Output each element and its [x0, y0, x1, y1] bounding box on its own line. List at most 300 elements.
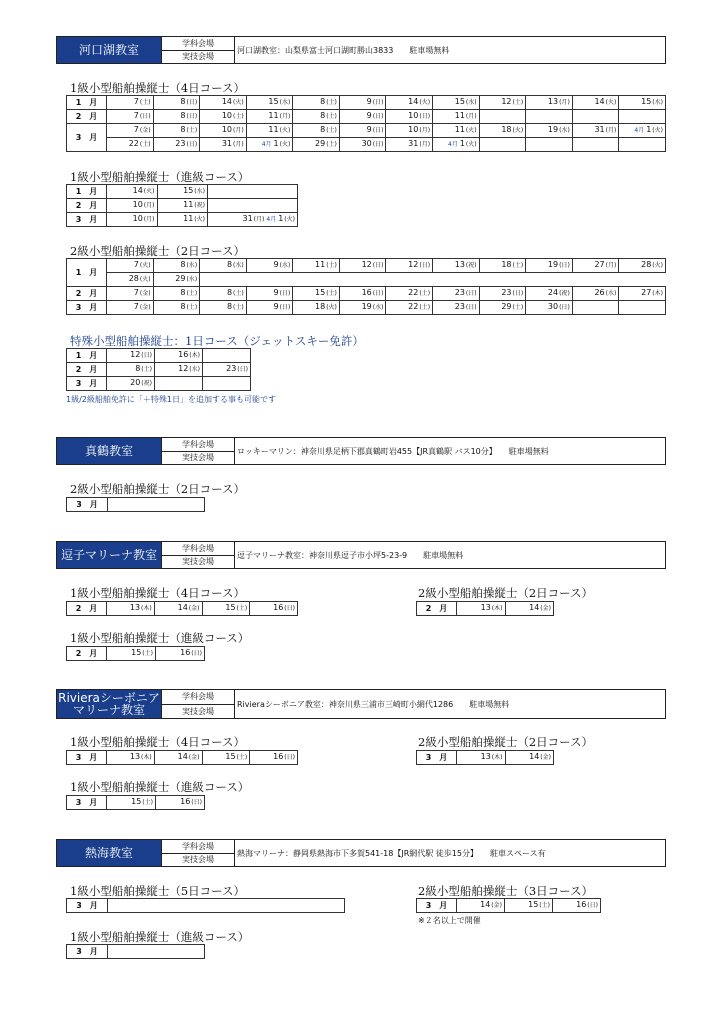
date-day: 29	[175, 274, 186, 283]
date-cell: 23(日)	[433, 287, 480, 301]
table-row	[67, 602, 298, 616]
date-day: 12	[130, 350, 141, 359]
date-day: 10	[132, 200, 143, 209]
date-day: 18	[501, 260, 512, 269]
course-title: 2級小型船舶操縦士（2日コース）	[418, 735, 594, 749]
course-title: 1級小型船舶操縦士（進級コース）	[70, 170, 250, 184]
date-day: 14	[132, 186, 143, 195]
table-row	[67, 349, 251, 363]
table-row	[67, 259, 666, 273]
date-day: 30	[361, 139, 372, 148]
date-cell: 12(日)	[386, 259, 433, 273]
date-day: 9	[366, 111, 372, 120]
date-weekday: 水	[561, 127, 568, 134]
date-weekday: 日	[375, 127, 382, 134]
school-address: 逗子マリーナ教室：神奈川県逗子市小坪5-23-9 駐車場無料	[234, 542, 665, 568]
date-cell: 9(日)	[339, 96, 386, 110]
date-cell: 7(日)	[107, 110, 154, 124]
date-weekday: 日	[375, 262, 382, 269]
table-row	[67, 751, 298, 765]
date-day: 15	[183, 186, 194, 195]
date-day: 13	[129, 752, 141, 761]
date-cell: 19(水)	[526, 124, 573, 138]
date-day: 14	[594, 97, 605, 106]
date-cell: 31(月)	[386, 138, 433, 152]
date-day: 8	[320, 125, 326, 134]
date-weekday: 日	[375, 99, 382, 106]
date-cell	[572, 301, 619, 315]
date-day: 15	[641, 97, 652, 106]
date-day: 22	[128, 139, 139, 148]
date-day: 22	[408, 288, 419, 297]
date-weekday: 水	[235, 262, 242, 269]
month-cell: 3 月	[67, 899, 108, 913]
date-weekday: 月	[235, 141, 242, 148]
date-cell: 15(土)	[293, 287, 340, 301]
date-cell: 8(土)	[200, 301, 247, 315]
date-cell: 15(土)	[202, 751, 250, 765]
date-cell: 7(金)	[107, 301, 154, 315]
date-weekday: 日	[375, 290, 382, 297]
date-day: 14	[408, 97, 419, 106]
date-cell	[203, 377, 251, 391]
date-day: 11	[268, 125, 279, 134]
date-weekday: 水	[608, 290, 615, 297]
date-cell: 11(月)	[246, 110, 293, 124]
date-day: 31	[242, 214, 253, 223]
date-weekday: 水	[375, 304, 382, 311]
date-weekday: 日	[561, 304, 568, 311]
date-day: 14	[529, 752, 540, 761]
date-cell: 11(火)	[157, 213, 208, 227]
date-cell: 29(土)	[293, 138, 340, 152]
date-cell: 8(土)	[153, 287, 200, 301]
date-day: 19	[547, 125, 559, 134]
date-day: 15	[454, 97, 465, 106]
date-day: 15	[131, 797, 142, 806]
date-weekday: 日	[421, 113, 428, 120]
date-weekday: 祝	[468, 262, 475, 269]
date-weekday: 火	[654, 127, 661, 134]
date-day: 8	[226, 260, 233, 269]
date-day: 10	[221, 125, 233, 134]
date-day: 1	[273, 139, 279, 148]
date-day: 7	[133, 302, 139, 311]
date-day: 14	[529, 603, 540, 612]
date-day: 8	[180, 288, 186, 297]
month-cell: 1 月	[67, 185, 107, 199]
month-cell: 1 月	[67, 96, 107, 110]
date-cell: 15(水)	[157, 185, 208, 199]
date-cell: 14(金)	[154, 602, 202, 616]
date-day: 29	[315, 139, 326, 148]
date-weekday: 日	[142, 113, 149, 120]
date-day: 14	[177, 752, 188, 761]
date-day: 9	[273, 302, 279, 311]
date-weekday: 日	[421, 262, 428, 269]
date-day: 19	[361, 302, 372, 311]
date-cell: 19(水)	[339, 301, 386, 315]
april-label: 4月	[634, 127, 645, 134]
date-weekday: 日	[188, 99, 195, 106]
month-cell: 2 月	[67, 110, 107, 124]
date-weekday: 水	[468, 99, 475, 106]
date-cell	[203, 349, 251, 363]
date-day: 14	[177, 603, 188, 612]
month-cell: 3 月	[67, 377, 107, 391]
date-weekday: 月	[421, 127, 428, 134]
month-cell: 1 月	[67, 349, 107, 363]
date-day: 18	[315, 302, 326, 311]
date-day: 7	[133, 111, 139, 120]
kawaguchiko-special-table	[66, 348, 251, 391]
date-cell	[526, 138, 573, 152]
venue-labels	[161, 438, 234, 464]
date-weekday: 土	[188, 290, 195, 297]
date-weekday: 火	[421, 99, 428, 106]
date-weekday: 水	[188, 276, 195, 283]
date-cell: 8(土)	[153, 124, 200, 138]
date-weekday: 木	[143, 754, 150, 761]
date-cell: 4月 1(火)	[246, 138, 293, 152]
zushi-1kyu-table	[66, 601, 298, 616]
date-cell: 11(火)	[433, 124, 480, 138]
date-weekday: 土	[238, 754, 245, 761]
date-cell	[619, 301, 666, 315]
date-day: 15	[268, 97, 279, 106]
date-day: 7	[133, 125, 139, 134]
date-cell: 8(土)	[107, 363, 155, 377]
date-day: 15	[131, 648, 142, 657]
date-cell: 18(火)	[479, 124, 526, 138]
date-day: 8	[135, 364, 141, 373]
date-weekday: 土	[514, 99, 521, 106]
date-day: 11	[183, 214, 194, 223]
date-day: 31	[594, 125, 605, 134]
date-cell: 16(日)	[250, 751, 298, 765]
date-weekday: 金	[542, 754, 549, 761]
date-day: 13	[454, 260, 465, 269]
date-cell: 13(木)	[107, 602, 155, 616]
date-cell	[479, 110, 526, 124]
date-weekday: 日	[286, 754, 293, 761]
date-weekday: 月	[608, 262, 615, 269]
practical-venue-label: 実技会場	[182, 706, 214, 716]
date-day: 16	[178, 350, 189, 359]
riviera-2kyu-table	[416, 750, 554, 765]
date-weekday: 土	[144, 650, 151, 657]
atami-advance-table	[66, 944, 205, 959]
month-cell: 2 月	[67, 287, 107, 301]
date-weekday: 水	[188, 262, 195, 269]
date-day: 13	[480, 752, 491, 761]
date-cell: 8(日)	[153, 110, 200, 124]
month-cell: 2 月	[67, 363, 107, 377]
theory-venue-label: 学科会場	[162, 37, 234, 51]
school-name: 逗子マリーナ教室	[57, 542, 161, 568]
date-cell: 14(火)	[107, 185, 158, 199]
month-cell: 3 月	[417, 899, 457, 913]
date-weekday: 土	[328, 113, 335, 120]
date-cell	[619, 110, 666, 124]
date-day: 27	[641, 288, 652, 297]
date-cell	[155, 377, 203, 391]
date-cell: 14(火)	[200, 96, 247, 110]
theory-venue-label: 学科会場	[162, 690, 234, 705]
table-row	[67, 110, 666, 124]
date-cell: 27(月)	[572, 259, 619, 273]
date-day: 29	[501, 302, 512, 311]
date-weekday: 土	[188, 127, 195, 134]
date-cell: 8(土)	[293, 110, 340, 124]
date-cell: 16(日)	[156, 796, 205, 810]
date-cell: 30(日)	[339, 138, 386, 152]
table-row	[67, 301, 666, 315]
date-weekday: 土	[421, 304, 428, 311]
date-weekday: 月	[421, 141, 428, 148]
date-cell: 8(水)	[153, 259, 200, 273]
zushi-2kyu-table	[416, 601, 554, 616]
date-weekday: 火	[281, 127, 288, 134]
date-weekday: 土	[235, 113, 242, 120]
date-day: 31	[221, 139, 233, 148]
date-cell: 9(日)	[339, 110, 386, 124]
school-name	[57, 690, 161, 718]
school-name: 真鶴教室	[57, 438, 161, 464]
date-day: 16	[576, 900, 587, 909]
date-cell: 14(金)	[154, 751, 202, 765]
date-day: 8	[180, 111, 186, 120]
manazuru-2kyu-table	[66, 497, 205, 512]
date-cell: 18(火)	[293, 301, 340, 315]
date-day: 11	[183, 200, 194, 209]
date-cell: 9(日)	[339, 124, 386, 138]
date-day: 23	[501, 288, 512, 297]
table-row	[67, 363, 251, 377]
date-cell: 23(日)	[433, 301, 480, 315]
date-weekday: 日	[281, 304, 288, 311]
date-cell: 7(土)	[107, 96, 154, 110]
course-title: 特殊小型船舶操縦士：1日コース（ジェットスキー免許）	[70, 334, 364, 348]
riviera-advance-table	[66, 795, 205, 810]
date-day: 8	[180, 302, 186, 311]
date-day: 7	[133, 97, 139, 106]
date-day: 18	[501, 125, 512, 134]
date-cell: 16(日)	[250, 602, 298, 616]
date-cell: 11(月)	[433, 110, 480, 124]
date-weekday: 日	[188, 141, 195, 148]
theory-venue-label: 学科会場	[162, 840, 234, 854]
date-day: 12	[178, 364, 189, 373]
date-cell: 26(水)	[572, 287, 619, 301]
special-note: 1級/2級船舶免許に「＋特殊1日」を追加する事も可能です	[66, 395, 276, 404]
course-title: 1級小型船舶操縦士（4日コース）	[70, 735, 246, 749]
date-weekday: 祝	[196, 202, 203, 209]
table-row	[67, 377, 251, 391]
date-day: 22	[408, 302, 419, 311]
date-weekday: 金	[142, 127, 149, 134]
month-cell: 2 月	[67, 602, 107, 616]
date-cell: 15(水)	[246, 96, 293, 110]
date-weekday: 土	[142, 141, 149, 148]
date-cell: 14(金)	[505, 602, 554, 616]
date-weekday: 木	[191, 352, 198, 359]
date-cell: 14(火)	[386, 96, 433, 110]
date-cell: 8(土)	[293, 124, 340, 138]
date-cell: 11(祝)	[157, 199, 208, 213]
date-day: 13	[547, 97, 559, 106]
date-day: 10	[408, 111, 419, 120]
table-row	[67, 96, 666, 110]
date-weekday: 日	[375, 113, 382, 120]
month-cell: 2 月	[417, 602, 457, 616]
date-weekday: 土	[328, 99, 335, 106]
date-cell: 18(土)	[479, 259, 526, 273]
course-title: 1級小型船舶操縦士（進級コース）	[70, 780, 250, 794]
school-name: 河口湖教室	[57, 37, 161, 63]
table-row	[67, 287, 666, 301]
date-cell: 12(水)	[155, 363, 203, 377]
date-weekday: 土	[143, 366, 150, 373]
date-cell: 9(水)	[246, 259, 293, 273]
date-cell: 22(土)	[386, 287, 433, 301]
course-title: 1級小型船舶操縦士（進級コース）	[70, 930, 250, 944]
date-cell	[526, 110, 573, 124]
course-title: 1級小型船舶操縦士（5日コース）	[70, 884, 246, 898]
manazuru-header	[56, 437, 666, 465]
date-cell: 10(月)	[107, 199, 158, 213]
april-label: 4月	[448, 141, 458, 148]
date-cell: 31(月)	[572, 124, 619, 138]
date-weekday: 月	[235, 127, 242, 134]
date-cell: 13(木)	[107, 751, 155, 765]
theory-venue-label: 学科会場	[162, 542, 234, 556]
date-day: 11	[454, 125, 465, 134]
date-cell: 10(月)	[107, 213, 158, 227]
date-day: 8	[226, 288, 233, 297]
date-weekday: 土	[235, 304, 242, 311]
venue-labels	[161, 840, 234, 866]
date-day: 16	[273, 752, 284, 761]
date-day: 12	[501, 97, 512, 106]
course-title: 2級小型船舶操縦士（2日コース）	[70, 482, 246, 496]
date-cell: 9(日)	[246, 287, 293, 301]
date-cell: 23(日)	[203, 363, 251, 377]
kawaguchiko-1kyu-4day-table	[66, 95, 666, 152]
date-day: 27	[594, 260, 605, 269]
date-weekday: 水	[281, 262, 288, 269]
date-weekday: 日	[589, 902, 596, 909]
month-cell: 3 月	[67, 301, 107, 315]
date-day: 26	[594, 288, 605, 297]
date-weekday: 金	[142, 290, 149, 297]
date-day: 20	[130, 378, 141, 387]
month-cell: 1 月	[67, 259, 107, 287]
date-weekday: 月	[468, 113, 475, 120]
date-day: 15	[225, 603, 236, 612]
date-weekday: 土	[328, 127, 335, 134]
practical-venue-label: 実技会場	[182, 52, 214, 62]
date-cell	[572, 138, 619, 152]
course-title: 2級小型船舶操縦士（2日コース）	[418, 586, 594, 600]
date-cell: 16(日)	[156, 647, 205, 661]
date-day: 16	[180, 648, 191, 657]
school-address: ロッキーマリン：神奈川県足柄下郡真鶴町岩455【JR真鶴駅 バス10分】 駐車場無料	[234, 438, 665, 464]
date-day: 16	[361, 288, 372, 297]
kawaguchiko-header	[56, 36, 666, 64]
date-day: 14	[480, 900, 491, 909]
date-cell: 12(日)	[339, 259, 386, 273]
april-label: 4月	[261, 141, 272, 148]
table-row	[67, 273, 666, 287]
date-weekday: 土	[328, 290, 335, 297]
date-weekday: 火	[235, 99, 242, 106]
date-weekday: 金	[191, 605, 198, 612]
date-cell: 10(月)	[386, 124, 433, 138]
table-row	[417, 899, 601, 913]
date-day: 12	[408, 260, 419, 269]
month-cell: 3 月	[417, 751, 457, 765]
date-day: 11	[454, 111, 465, 120]
date-weekday: 火	[286, 216, 293, 223]
date-weekday: 火	[146, 188, 153, 195]
date-weekday: 金	[191, 754, 198, 761]
date-cell: 15(水)	[433, 96, 480, 110]
kawaguchiko-2kyu-2day-table	[66, 258, 666, 315]
month-cell: 2 月	[67, 647, 107, 661]
date-day: 9	[366, 97, 372, 106]
date-day: 13	[129, 603, 141, 612]
month-cell: 3 月	[67, 498, 108, 512]
date-weekday: 火	[142, 262, 149, 269]
date-cell	[572, 110, 619, 124]
date-day: 23	[454, 288, 465, 297]
school-address: 熱海マリーナ：静岡県熱海市下多賀541-18【JR網代駅 徒歩15分】 駐車スペース有	[234, 840, 665, 866]
date-weekday: 土	[142, 99, 149, 106]
atami-1kyu-table	[66, 898, 345, 913]
date-day: 10	[221, 111, 233, 120]
date-cell	[479, 138, 526, 152]
date-weekday: 月	[256, 216, 263, 223]
kawaguchiko-1kyu-advance-table	[66, 184, 298, 227]
month-cell: 3 月	[67, 213, 107, 227]
date-weekday: 木	[143, 605, 150, 612]
month-cell: 3 月	[67, 124, 107, 152]
date-cell: 28(火)	[619, 259, 666, 273]
date-weekday: 祝	[561, 290, 568, 297]
date-cell: 15(土)	[107, 647, 156, 661]
date-day: 13	[480, 603, 491, 612]
date-day: 8	[320, 97, 326, 106]
date-cell: 14(金)	[457, 899, 505, 913]
date-cell: 8(水)	[200, 259, 247, 273]
date-cell: 30(日)	[526, 301, 573, 315]
date-cell: 12(日)	[107, 349, 155, 363]
atami-header	[56, 839, 666, 867]
date-weekday: 火	[328, 304, 335, 311]
date-weekday: 日	[561, 262, 568, 269]
date-cell	[208, 185, 298, 199]
school-name-line1: Rivieraシーボニア	[58, 691, 160, 705]
date-weekday: 土	[514, 304, 521, 311]
date-weekday: 金	[142, 304, 149, 311]
month-cell: 3 月	[67, 751, 107, 765]
date-weekday: 土	[144, 799, 151, 806]
date-cell	[619, 138, 666, 152]
date-weekday: 土	[188, 304, 195, 311]
date-cell: 7(火)	[107, 259, 154, 273]
riviera-1kyu-table	[66, 750, 298, 765]
